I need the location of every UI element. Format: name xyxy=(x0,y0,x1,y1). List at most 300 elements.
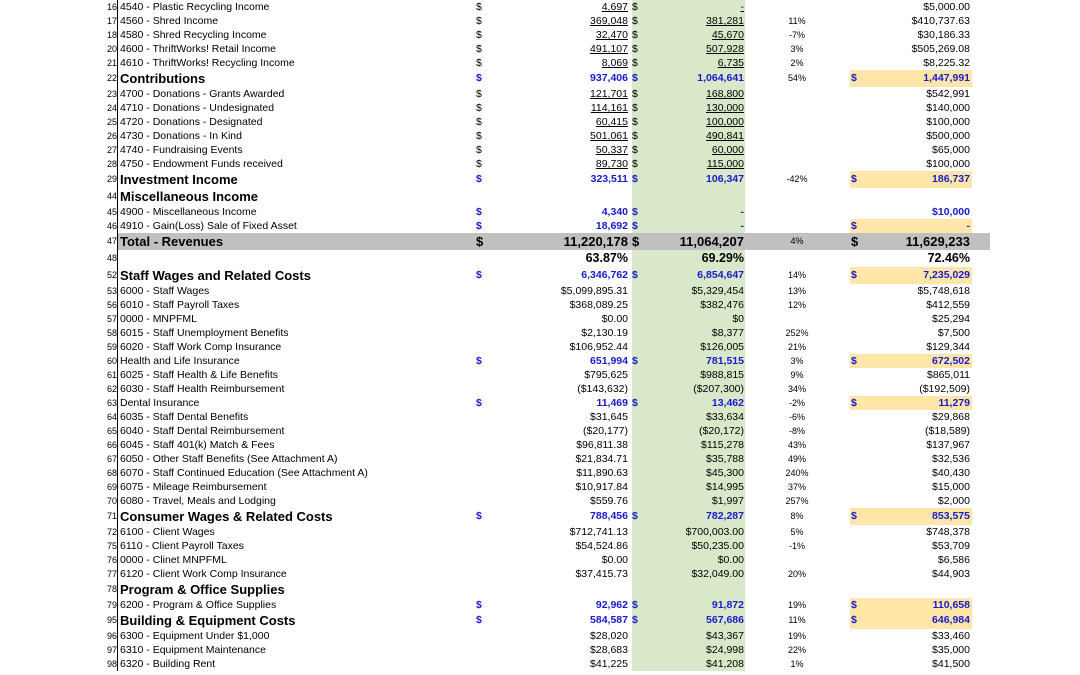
row-number: 64 xyxy=(96,410,118,424)
row-label: 6020 - Staff Work Comp Insurance xyxy=(120,341,282,353)
table-row xyxy=(96,250,990,267)
percent-change: 8% xyxy=(790,511,804,521)
row-number: 25 xyxy=(96,115,118,129)
forecast-currency-sign: $ xyxy=(632,158,638,170)
budget-currency-sign: $ xyxy=(851,614,857,626)
percent-change: 49% xyxy=(787,454,806,464)
actual-value: ($20,177) xyxy=(583,425,628,437)
actual-value: 50,337 xyxy=(595,144,628,156)
budget-value: $7,500 xyxy=(937,327,970,339)
row-label: 4540 - Plastic Recycling Income xyxy=(120,1,270,13)
actual-value: $21,834.71 xyxy=(575,453,628,465)
row-number: 61 xyxy=(96,368,118,382)
budget-value: $25,294 xyxy=(932,313,970,325)
table-row xyxy=(96,466,990,480)
percent-change: 21% xyxy=(787,342,806,352)
table-row xyxy=(96,643,990,657)
forecast-value: 381,281 xyxy=(706,15,744,27)
row-label: 6075 - Mileage Reimbursement xyxy=(120,481,267,493)
budget-value: - xyxy=(966,220,970,232)
forecast-currency-sign: $ xyxy=(632,599,638,611)
budget-value: $29,868 xyxy=(932,411,970,423)
row-number: 70 xyxy=(96,494,118,508)
table-row xyxy=(96,438,990,452)
forecast-value: 106,347 xyxy=(706,173,744,185)
actual-currency-sign: $ xyxy=(476,43,482,55)
row-number: 23 xyxy=(96,87,118,101)
row-label: 6010 - Staff Payroll Taxes xyxy=(120,299,240,311)
percent-change: 37% xyxy=(787,482,806,492)
table-row xyxy=(96,14,990,28)
budget-value: $41,500 xyxy=(932,658,970,670)
actual-currency-sign: $ xyxy=(476,1,482,13)
table-row xyxy=(96,382,990,396)
row-number: 48 xyxy=(96,250,118,267)
table-row xyxy=(96,87,990,101)
table-row xyxy=(96,284,990,298)
percent-change: 11% xyxy=(788,16,806,26)
row-number: 68 xyxy=(96,466,118,480)
percent-change: -6% xyxy=(788,412,805,422)
actual-value: $11,890.63 xyxy=(576,467,628,479)
actual-value: 32,470 xyxy=(595,29,628,41)
actual-currency-sign: $ xyxy=(476,173,482,185)
budget-value: $100,000 xyxy=(926,158,970,170)
table-row xyxy=(96,567,990,581)
forecast-currency-sign: $ xyxy=(632,269,638,281)
table-row xyxy=(96,354,990,368)
actual-value: $37,415.73 xyxy=(575,568,628,580)
row-number: 22 xyxy=(96,70,118,87)
row-label: 0000 - MNPFML xyxy=(120,313,198,325)
table-row xyxy=(96,525,990,539)
budget-currency-sign: $ xyxy=(851,510,857,522)
row-number: 63 xyxy=(96,396,118,410)
actual-value: $712,741.13 xyxy=(569,526,628,538)
table-row xyxy=(96,612,990,629)
forecast-currency-sign: $ xyxy=(632,15,638,27)
percent-change: 4% xyxy=(790,236,804,246)
row-label: 4700 - Donations - Grants Awarded xyxy=(120,88,285,100)
actual-value: 323,511 xyxy=(590,173,628,185)
budget-value: $53,709 xyxy=(932,540,970,552)
table-row xyxy=(96,452,990,466)
row-number: 59 xyxy=(96,340,118,354)
actual-currency-sign: $ xyxy=(476,88,482,100)
row-label: 6045 - Staff 401(k) Match & Fees xyxy=(120,439,275,451)
actual-value: $559.76 xyxy=(590,495,628,507)
actual-currency-sign: $ xyxy=(476,102,482,114)
row-label: Investment Income xyxy=(120,172,238,187)
forecast-value: 782,287 xyxy=(706,510,744,522)
actual-value: 4,340 xyxy=(601,206,628,218)
budget-value: 1,447,991 xyxy=(923,72,970,84)
forecast-value: $45,300 xyxy=(706,467,744,479)
forecast-value: 507,928 xyxy=(706,43,744,55)
row-number: 29 xyxy=(96,171,118,188)
budget-value: $30,186.33 xyxy=(917,29,970,41)
row-number: 52 xyxy=(96,267,118,284)
table-row xyxy=(96,157,990,171)
actual-value: $28,020 xyxy=(590,630,628,642)
actual-value: 11,469 xyxy=(596,397,628,409)
percent-change: 3% xyxy=(790,356,804,366)
percent-change: 43% xyxy=(787,440,806,450)
actual-value: 89,730 xyxy=(595,158,628,170)
row-number: 75 xyxy=(96,539,118,553)
row-label: 6040 - Staff Dental Reimbursement xyxy=(120,425,285,437)
actual-currency-sign: $ xyxy=(476,57,482,69)
actual-currency-sign: $ xyxy=(476,72,482,84)
row-number: 76 xyxy=(96,553,118,567)
row-label: 4900 - Miscellaneous Income xyxy=(120,206,257,218)
forecast-currency-sign: $ xyxy=(632,72,638,84)
percent-change: 14% xyxy=(787,270,806,280)
forecast-value: - xyxy=(740,220,744,232)
forecast-value: 100,000 xyxy=(706,116,744,128)
row-number: 96 xyxy=(96,629,118,643)
budget-value: $410,737.63 xyxy=(911,15,970,27)
row-label: 6120 - Client Work Comp Insurance xyxy=(120,568,287,580)
row-label: 4580 - Shred Recycling Income xyxy=(120,29,267,41)
forecast-currency-sign: $ xyxy=(632,88,638,100)
budget-value: $15,000 xyxy=(932,481,970,493)
row-label: 4710 - Donations - Undesignated xyxy=(120,102,275,114)
percent-change: 20% xyxy=(787,569,806,579)
forecast-value: $126,005 xyxy=(700,341,744,353)
percent-change: 54% xyxy=(787,73,806,83)
percent-change: -8% xyxy=(788,426,805,436)
budget-value: 853,575 xyxy=(932,510,970,522)
percent-change: 11% xyxy=(788,615,806,625)
forecast-value: $700,003.00 xyxy=(685,526,744,538)
forecast-currency-sign: $ xyxy=(632,29,638,41)
row-number: 17 xyxy=(96,14,118,28)
table-row xyxy=(96,267,990,284)
actual-currency-sign: $ xyxy=(476,220,482,232)
forecast-value: $32,049.00 xyxy=(691,568,744,580)
table-row xyxy=(96,368,990,382)
actual-value: $41,225 xyxy=(590,658,628,670)
budget-value: 11,279 xyxy=(938,397,970,409)
actual-currency-sign: $ xyxy=(476,29,482,41)
forecast-currency-sign: $ xyxy=(632,510,638,522)
row-number: 66 xyxy=(96,438,118,452)
forecast-value: 91,872 xyxy=(711,599,744,611)
table-row xyxy=(96,629,990,643)
budget-value: 7,235,029 xyxy=(923,269,970,281)
table-row xyxy=(96,657,990,671)
percent-change: 12% xyxy=(787,300,806,310)
row-number: 77 xyxy=(96,567,118,581)
budget-value: $500,000 xyxy=(926,130,970,142)
table-row xyxy=(96,410,990,424)
table-row xyxy=(96,581,990,598)
actual-value: 60,415 xyxy=(595,116,628,128)
forecast-value: 781,515 xyxy=(706,355,744,367)
row-label: 4560 - Shred Income xyxy=(120,15,219,27)
row-label: 4720 - Donations - Designated xyxy=(120,116,263,128)
forecast-currency-sign: $ xyxy=(632,234,640,249)
actual-currency-sign: $ xyxy=(476,599,482,611)
row-label: Dental Insurance xyxy=(120,397,200,409)
actual-value: $28,683 xyxy=(590,644,628,656)
row-label: 6000 - Staff Wages xyxy=(120,285,210,297)
row-label: Consumer Wages & Related Costs xyxy=(120,509,333,524)
budget-value: $865,011 xyxy=(926,369,970,381)
forecast-value: ($207,300) xyxy=(693,383,744,395)
forecast-value: - xyxy=(740,1,744,13)
forecast-value: 130,000 xyxy=(706,102,744,114)
budget-value: $33,460 xyxy=(932,630,970,642)
actual-currency-sign: $ xyxy=(476,130,482,142)
forecast-value: $35,788 xyxy=(706,453,744,465)
table-row xyxy=(96,539,990,553)
forecast-value: 11,064,207 xyxy=(679,234,744,249)
row-number: 98 xyxy=(96,657,118,671)
forecast-currency-sign: $ xyxy=(632,43,638,55)
row-number: 78 xyxy=(96,581,118,598)
row-label: Miscellaneous Income xyxy=(120,189,258,204)
row-label: 4910 - Gain(Loss) Sale of Fixed Asset xyxy=(120,220,297,232)
forecast-value: $0.00 xyxy=(717,554,744,566)
actual-value: 92,962 xyxy=(595,599,628,611)
budget-value: ($18,589) xyxy=(925,425,970,437)
table-row xyxy=(96,56,990,70)
percent-change: 9% xyxy=(790,370,804,380)
percent-change: -1% xyxy=(788,541,805,551)
budget-value: $137,967 xyxy=(926,439,970,451)
table-row xyxy=(96,553,990,567)
table-row xyxy=(96,396,990,410)
row-number: 28 xyxy=(96,157,118,171)
table-row xyxy=(96,143,990,157)
actual-value: $96,811.38 xyxy=(576,439,628,451)
row-number: 79 xyxy=(96,598,118,612)
percent-change: 13% xyxy=(787,286,806,296)
row-number: 18 xyxy=(96,28,118,42)
forecast-value: $33,634 xyxy=(706,411,744,423)
budget-value: $6,586 xyxy=(937,554,970,566)
forecast-currency-sign: $ xyxy=(632,220,638,232)
actual-value: ($143,632) xyxy=(577,383,628,395)
budget-currency-sign: $ xyxy=(851,220,857,232)
budget-currency-sign: $ xyxy=(851,599,857,611)
actual-value: $2,130.19 xyxy=(581,327,628,339)
forecast-currency-sign: $ xyxy=(632,614,638,626)
budget-value: ($192,509) xyxy=(919,383,970,395)
table-row xyxy=(96,42,990,56)
actual-value: $10,917.84 xyxy=(575,481,628,493)
row-label: 6200 - Program & Office Supplies xyxy=(120,599,277,611)
actual-value: $54,524.86 xyxy=(575,540,628,552)
forecast-value: 115,000 xyxy=(706,158,744,170)
table-row xyxy=(96,233,990,250)
spreadsheet-rows xyxy=(96,0,990,671)
forecast-currency-sign: $ xyxy=(632,173,638,185)
budget-value: 72.46% xyxy=(927,251,970,265)
row-label: 6310 - Equipment Maintenance xyxy=(120,644,266,656)
percent-change: 257% xyxy=(785,496,809,506)
row-label: 6300 - Equipment Under $1,000 xyxy=(120,630,270,642)
forecast-value: $41,208 xyxy=(706,658,744,670)
actual-value: 788,456 xyxy=(590,510,628,522)
row-label: 6030 - Staff Health Reimbursement xyxy=(120,383,285,395)
forecast-value: $50,235.00 xyxy=(691,540,744,552)
table-row xyxy=(96,188,990,205)
table-row xyxy=(96,340,990,354)
budget-value: $5,748,618 xyxy=(917,285,970,297)
budget-spreadsheet xyxy=(96,0,990,671)
row-number: 97 xyxy=(96,643,118,657)
actual-value: 63.87% xyxy=(585,251,628,265)
actual-value: $5,099,895.31 xyxy=(560,285,628,297)
forecast-value: 490,841 xyxy=(706,130,744,142)
forecast-currency-sign: $ xyxy=(632,206,638,218)
row-label: 0000 - Clinet MNPFML xyxy=(120,554,227,566)
actual-currency-sign: $ xyxy=(476,510,482,522)
budget-value: 186,737 xyxy=(932,173,970,185)
budget-value: $10,000 xyxy=(932,206,970,218)
forecast-value: $24,998 xyxy=(706,644,744,656)
percent-change: 19% xyxy=(787,600,806,610)
actual-value: $106,952.44 xyxy=(569,341,628,353)
budget-currency-sign: $ xyxy=(851,397,857,409)
actual-currency-sign: $ xyxy=(476,269,482,281)
actual-currency-sign: $ xyxy=(476,116,482,128)
actual-value: $368,089.25 xyxy=(569,299,628,311)
row-number: 16 xyxy=(96,0,118,14)
actual-value: $795,625 xyxy=(584,369,628,381)
row-label: 6015 - Staff Unemployment Benefits xyxy=(120,327,289,339)
budget-value: $44,903 xyxy=(932,568,970,580)
table-row xyxy=(96,508,990,525)
forecast-value: $43,367 xyxy=(706,630,744,642)
forecast-value: $1,997 xyxy=(711,495,744,507)
actual-currency-sign: $ xyxy=(476,206,482,218)
forecast-currency-sign: $ xyxy=(632,116,638,128)
row-number: 62 xyxy=(96,382,118,396)
actual-value: 114,161 xyxy=(590,102,628,114)
table-row xyxy=(96,480,990,494)
table-row xyxy=(96,205,990,219)
budget-value: 672,502 xyxy=(932,355,970,367)
actual-currency-sign: $ xyxy=(476,397,482,409)
table-row xyxy=(96,424,990,438)
table-row xyxy=(96,0,990,14)
budget-value: $65,000 xyxy=(932,144,970,156)
row-number: 56 xyxy=(96,298,118,312)
row-number: 24 xyxy=(96,101,118,115)
table-row xyxy=(96,326,990,340)
table-row xyxy=(96,219,990,233)
row-number: 46 xyxy=(96,219,118,233)
actual-currency-sign: $ xyxy=(476,355,482,367)
forecast-value: 69.29% xyxy=(701,251,744,265)
forecast-value: $115,278 xyxy=(700,439,744,451)
actual-value: 8,069 xyxy=(601,57,628,69)
row-label: 4730 - Donations - In Kind xyxy=(120,130,242,142)
row-number: 21 xyxy=(96,56,118,70)
forecast-value: 1,064,641 xyxy=(697,72,744,84)
row-label: 6025 - Staff Health & Life Benefits xyxy=(120,369,278,381)
table-row xyxy=(96,70,990,87)
budget-value: $2,000 xyxy=(937,495,970,507)
row-label: 4600 - ThriftWorks! Retail Income xyxy=(120,43,277,55)
actual-value: 11,220,178 xyxy=(563,234,628,249)
actual-value: 4,697 xyxy=(601,1,628,13)
budget-value: $32,536 xyxy=(932,453,970,465)
row-label: Building & Equipment Costs xyxy=(120,613,296,628)
budget-value: $140,000 xyxy=(926,102,970,114)
table-row xyxy=(96,171,990,188)
row-label: 4740 - Fundraising Events xyxy=(120,144,243,156)
row-number: 27 xyxy=(96,143,118,157)
actual-value: 584,587 xyxy=(590,614,628,626)
percent-change: 2% xyxy=(790,58,804,68)
row-label: 6320 - Building Rent xyxy=(120,658,216,670)
actual-value: 501,061 xyxy=(590,130,628,142)
percent-change: 5% xyxy=(790,527,804,537)
forecast-currency-sign: $ xyxy=(632,144,638,156)
row-number: 67 xyxy=(96,452,118,466)
actual-currency-sign: $ xyxy=(476,158,482,170)
table-row xyxy=(96,312,990,326)
budget-currency-sign: $ xyxy=(851,355,857,367)
percent-change: -42% xyxy=(786,174,808,184)
row-label: Program & Office Supplies xyxy=(120,582,285,597)
row-label: Contributions xyxy=(120,71,206,86)
percent-change: 34% xyxy=(787,384,806,394)
budget-currency-sign: $ xyxy=(851,234,859,249)
percent-change: 3% xyxy=(790,44,804,54)
percent-change: 1% xyxy=(790,659,804,669)
budget-value: $412,559 xyxy=(926,299,970,311)
table-row xyxy=(96,129,990,143)
row-number: 45 xyxy=(96,205,118,219)
percent-change: -7% xyxy=(788,30,805,40)
actual-currency-sign: $ xyxy=(476,144,482,156)
row-number: 47 xyxy=(96,233,118,250)
forecast-value: 6,854,647 xyxy=(697,269,744,281)
budget-value: $40,430 xyxy=(932,467,970,479)
forecast-currency-sign: $ xyxy=(632,355,638,367)
budget-value: $35,000 xyxy=(932,644,970,656)
forecast-value: 60,000 xyxy=(711,144,744,156)
budget-value: 11,629,233 xyxy=(905,234,970,249)
forecast-value: $382,476 xyxy=(700,299,744,311)
percent-change: -2% xyxy=(788,398,805,408)
row-label: 6110 - Client Payroll Taxes xyxy=(120,540,244,552)
forecast-value: 13,462 xyxy=(711,397,744,409)
budget-value: $505,269.08 xyxy=(911,43,970,55)
row-number: 53 xyxy=(96,284,118,298)
row-label: 4750 - Endowment Funds received xyxy=(120,158,283,170)
row-number: 26 xyxy=(96,129,118,143)
budget-value: 646,984 xyxy=(932,614,970,626)
actual-value: 121,701 xyxy=(590,88,628,100)
row-label: Health and Life Insurance xyxy=(120,355,240,367)
forecast-value: ($20,172) xyxy=(699,425,744,437)
budget-value: 110,658 xyxy=(932,599,970,611)
actual-currency-sign: $ xyxy=(476,614,482,626)
forecast-value: - xyxy=(740,206,744,218)
row-number: 95 xyxy=(96,612,118,629)
forecast-value: $0 xyxy=(732,313,744,325)
forecast-value: 45,670 xyxy=(711,29,744,41)
actual-value: $0.00 xyxy=(601,554,628,566)
actual-value: 6,346,762 xyxy=(581,269,628,281)
